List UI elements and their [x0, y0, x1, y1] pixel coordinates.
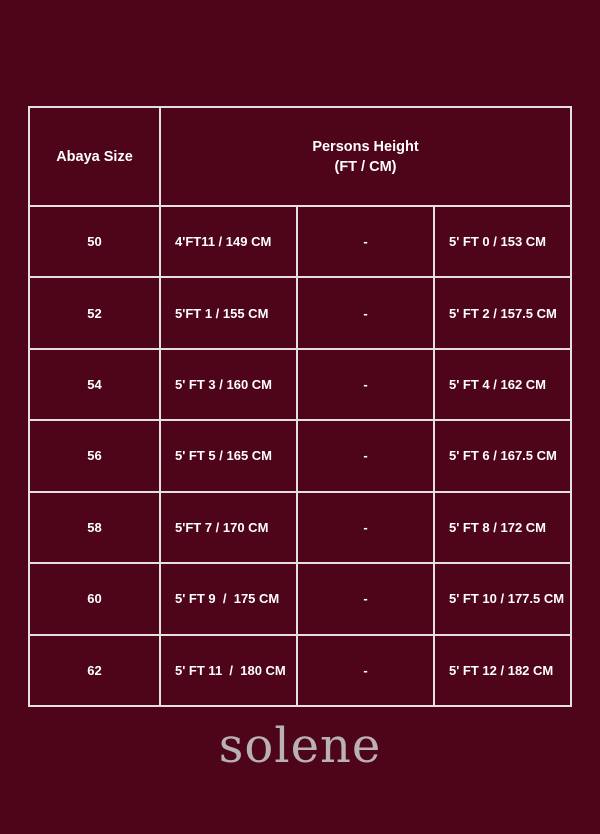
- table-row: [29, 563, 571, 634]
- max-height-cell: 5' FT 12 / 182 CM: [434, 635, 571, 706]
- table-row: [29, 492, 571, 563]
- max-height-cell: 5' FT 8 / 172 CM: [434, 492, 571, 563]
- separator-cell: -: [297, 420, 434, 491]
- size-cell: 60: [29, 563, 160, 634]
- size-cell: 54: [29, 349, 160, 420]
- table-row: [29, 277, 571, 348]
- table-header: [29, 107, 571, 206]
- min-height-cell: 5' FT 9 / 175 CM: [160, 563, 297, 634]
- min-height-cell: 5' FT 3 / 160 CM: [160, 349, 297, 420]
- size-cell: 62: [29, 635, 160, 706]
- persons-height-title: Persons Height: [312, 138, 419, 155]
- max-height-cell: 5' FT 6 / 167.5 CM: [434, 420, 571, 491]
- abaya-size-header: Abaya Size: [29, 107, 160, 206]
- persons-height-unit: (FT / CM): [334, 158, 397, 175]
- table-body: [29, 206, 571, 706]
- table-row: [29, 420, 571, 491]
- separator-cell: -: [297, 206, 434, 277]
- size-cell: 58: [29, 492, 160, 563]
- separator-cell: -: [297, 349, 434, 420]
- size-chart-table: [28, 106, 572, 707]
- min-height-cell: 5' FT 5 / 165 CM: [160, 420, 297, 491]
- max-height-cell: 5' FT 4 / 162 CM: [434, 349, 571, 420]
- table-row: [29, 349, 571, 420]
- max-height-cell: 5' FT 0 / 153 CM: [434, 206, 571, 277]
- separator-cell: -: [297, 635, 434, 706]
- table-row: [29, 635, 571, 706]
- max-height-cell: 5' FT 2 / 157.5 CM: [434, 277, 571, 348]
- min-height-cell: 5' FT 11 / 180 CM: [160, 635, 297, 706]
- header-row: [29, 107, 571, 206]
- size-cell: 52: [29, 277, 160, 348]
- size-cell: 50: [29, 206, 160, 277]
- separator-cell: -: [297, 277, 434, 348]
- table-row: [29, 206, 571, 277]
- brand-wordmark: solene: [218, 718, 382, 774]
- max-height-cell: 5' FT 10 / 177.5 CM: [434, 563, 571, 634]
- separator-cell: -: [297, 563, 434, 634]
- separator-cell: -: [297, 492, 434, 563]
- min-height-cell: 4'FT11 / 149 CM: [160, 206, 297, 277]
- min-height-cell: 5'FT 7 / 170 CM: [160, 492, 297, 563]
- min-height-cell: 5'FT 1 / 155 CM: [160, 277, 297, 348]
- size-cell: 56: [29, 420, 160, 491]
- persons-height-header: [160, 107, 571, 206]
